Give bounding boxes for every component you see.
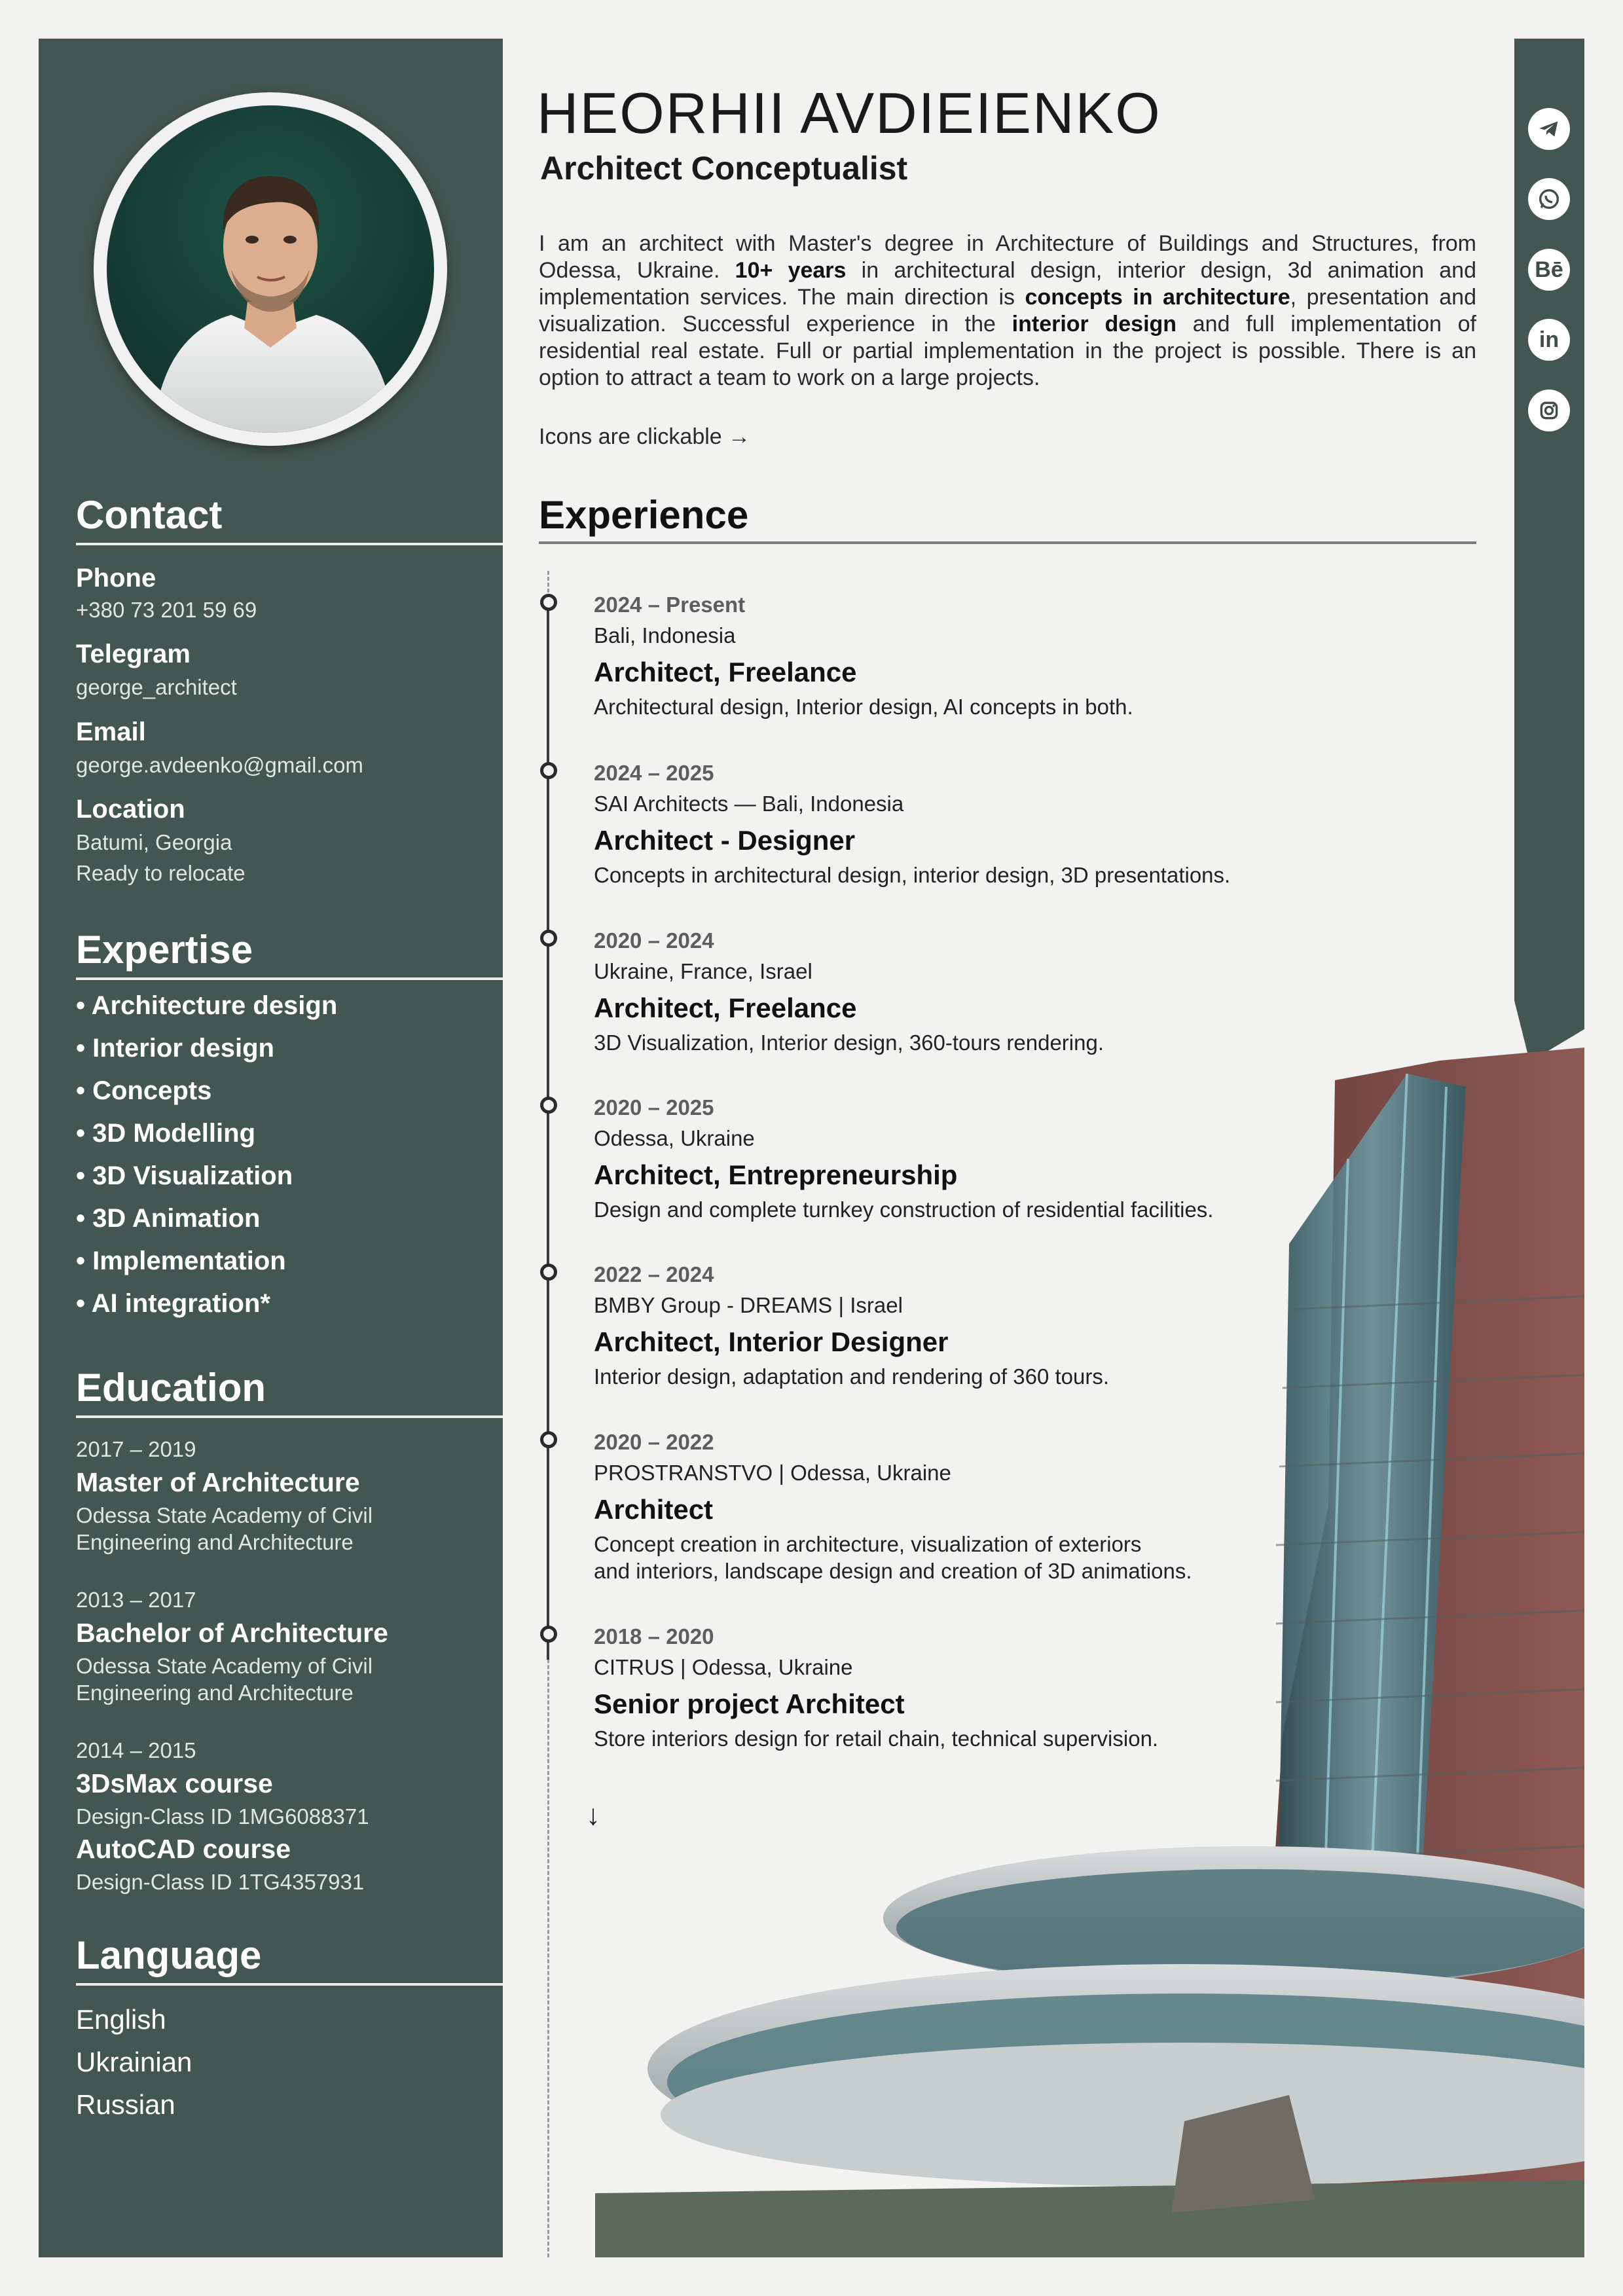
profile-photo-frame: [94, 92, 447, 446]
job-location: SAI Architects — Bali, Indonesia: [594, 792, 904, 816]
behance-icon[interactable]: Bē: [1528, 249, 1570, 291]
expertise-item: • 3D Visualization: [76, 1161, 337, 1204]
edu-years: 2017 – 2019: [76, 1437, 196, 1461]
telegram-value[interactable]: george_architect: [76, 675, 237, 699]
phone-label: Phone: [76, 564, 156, 592]
timeline-dot: [540, 1264, 557, 1281]
language-item: Ukrainian: [76, 2047, 192, 2077]
job-location: BMBY Group - DREAMS | Israel: [594, 1293, 903, 1317]
job-title: Architect, Entrepreneurship: [594, 1159, 958, 1190]
expertise-item: • Architecture design: [76, 991, 337, 1034]
job-location: CITRUS | Odessa, Ukraine: [594, 1655, 853, 1679]
job-location: Odessa, Ukraine: [594, 1126, 755, 1150]
job-description: Store interiors design for retail chain, technical supervision.: [594, 1726, 1159, 1751]
expertise-item: • Implementation: [76, 1247, 337, 1289]
about-paragraph: [539, 230, 1476, 392]
job-description-2: and interiors, landscape design and creation of 3D animations.: [594, 1559, 1192, 1583]
job-title: Architect: [594, 1494, 714, 1525]
job-location: PROSTRANSTVO | Odessa, Ukraine: [594, 1461, 951, 1485]
about-highlight: concepts in architecture: [1025, 285, 1290, 310]
phone-value[interactable]: +380 73 201 59 69: [76, 598, 257, 622]
location-label: Location: [76, 795, 185, 824]
instagram-icon[interactable]: [1528, 390, 1570, 431]
language-item: English: [76, 2004, 166, 2035]
language-item: Russian: [76, 2089, 175, 2120]
contact-title: Contact: [76, 492, 503, 545]
about-text: in architectural design, interior design, 3d animation and implementation services. The main direction is: [539, 258, 1476, 310]
timeline-dot: [540, 762, 557, 779]
course-id: Design-Class ID 1MG6088371: [76, 1804, 369, 1829]
edu-school-2: Engineering and Architecture: [76, 1681, 354, 1705]
language-title: Language: [76, 1933, 503, 1986]
icons-hint: Icons are clickable →: [539, 424, 751, 449]
timeline-dot: [540, 1097, 557, 1114]
expertise-item: • AI integration*: [76, 1289, 337, 1332]
expertise-item: • 3D Animation: [76, 1204, 337, 1247]
job-years: 2024 – 2025: [594, 761, 714, 785]
telegram-icon[interactable]: [1528, 108, 1570, 150]
about-text: and full implementation of residential real estate. Full or partial implementation in the project is possible. There is an option to attract a team to work on a large projects.: [539, 312, 1476, 390]
job-title: Architect, Freelance: [594, 993, 857, 1023]
candidate-name: HEORHII AVDIEIENKO: [537, 81, 1161, 145]
expertise-item: • Concepts: [76, 1076, 337, 1119]
job-description: Architectural design, Interior design, AI concepts in both.: [594, 695, 1133, 719]
whatsapp-icon[interactable]: [1528, 178, 1570, 220]
location-value: Batumi, Georgia: [76, 830, 232, 854]
job-description: Design and complete turnkey construction of residential facilities.: [594, 1197, 1214, 1222]
edu-years: 2013 – 2017: [76, 1588, 196, 1612]
job-location: Bali, Indonesia: [594, 623, 736, 647]
job-description: Concepts in architectural design, interior design, 3D presentations.: [594, 863, 1231, 887]
portrait-image: [107, 105, 434, 433]
job-title: Architect - Designer: [594, 825, 856, 856]
job-years: 2022 – 2024: [594, 1262, 714, 1286]
expertise-item: • 3D Modelling: [76, 1119, 337, 1161]
about-text: , presentation and visualization. Successful experience in the: [539, 285, 1476, 337]
edu-school-2: Engineering and Architecture: [76, 1530, 354, 1554]
relocate-note: Ready to relocate: [76, 861, 246, 885]
job-description: Concept creation in architecture, visualization of exteriors: [594, 1532, 1142, 1556]
course-title: AutoCAD course: [76, 1834, 291, 1864]
experience-title: Experience: [539, 492, 1476, 544]
timeline-dot: [540, 594, 557, 611]
job-title: Senior project Architect: [594, 1688, 905, 1719]
expertise-list: [76, 991, 337, 1332]
timeline-dot: [540, 1431, 557, 1448]
job-location: Ukraine, France, Israel: [594, 959, 812, 983]
about-highlight: 10+ years: [735, 258, 847, 283]
edu-degree: Master of Architecture: [76, 1467, 360, 1497]
job-years: 2020 – 2025: [594, 1095, 714, 1120]
timeline-dot: [540, 1626, 557, 1643]
candidate-role: Architect Conceptualist: [540, 150, 908, 187]
about-text: I am an architect with Master's degree in Architecture of Buildings and Structures, from Odessa, Ukraine.: [539, 231, 1476, 283]
more-arrow-icon: ↓: [586, 1799, 600, 1831]
job-description: 3D Visualization, Interior design, 360-tours rendering.: [594, 1030, 1104, 1055]
timeline-dot: [540, 930, 557, 947]
job-title: Architect, Freelance: [594, 657, 857, 687]
sidebar: [39, 39, 503, 2257]
job-years: 2020 – 2024: [594, 928, 714, 953]
job-years: 2020 – 2022: [594, 1430, 714, 1454]
job-years: 2024 – Present: [594, 592, 746, 617]
expertise-item: • Interior design: [76, 1034, 337, 1076]
email-value[interactable]: george.avdeenko@gmail.com: [76, 753, 363, 777]
course-id: Design-Class ID 1TG4357931: [76, 1870, 365, 1894]
course-title: 3DsMax course: [76, 1768, 273, 1798]
about-highlight: interior design: [1012, 312, 1177, 337]
job-title: Architect, Interior Designer: [594, 1326, 949, 1357]
edu-school: Odessa State Academy of Civil: [76, 1654, 373, 1678]
edu-school: Odessa State Academy of Civil: [76, 1503, 373, 1527]
job-description: Interior design, adaptation and rendering of 360 tours.: [594, 1364, 1110, 1389]
telegram-label: Telegram: [76, 640, 191, 668]
profile-photo: [107, 105, 434, 433]
courses-years: 2014 – 2015: [76, 1738, 196, 1762]
expertise-title: Expertise: [76, 927, 503, 980]
education-title: Education: [76, 1365, 503, 1418]
email-label: Email: [76, 718, 146, 746]
edu-degree: Bachelor of Architecture: [76, 1618, 388, 1648]
building-illustration: [595, 1048, 1584, 2257]
linkedin-icon[interactable]: in: [1528, 319, 1570, 361]
job-years: 2018 – 2020: [594, 1624, 714, 1649]
